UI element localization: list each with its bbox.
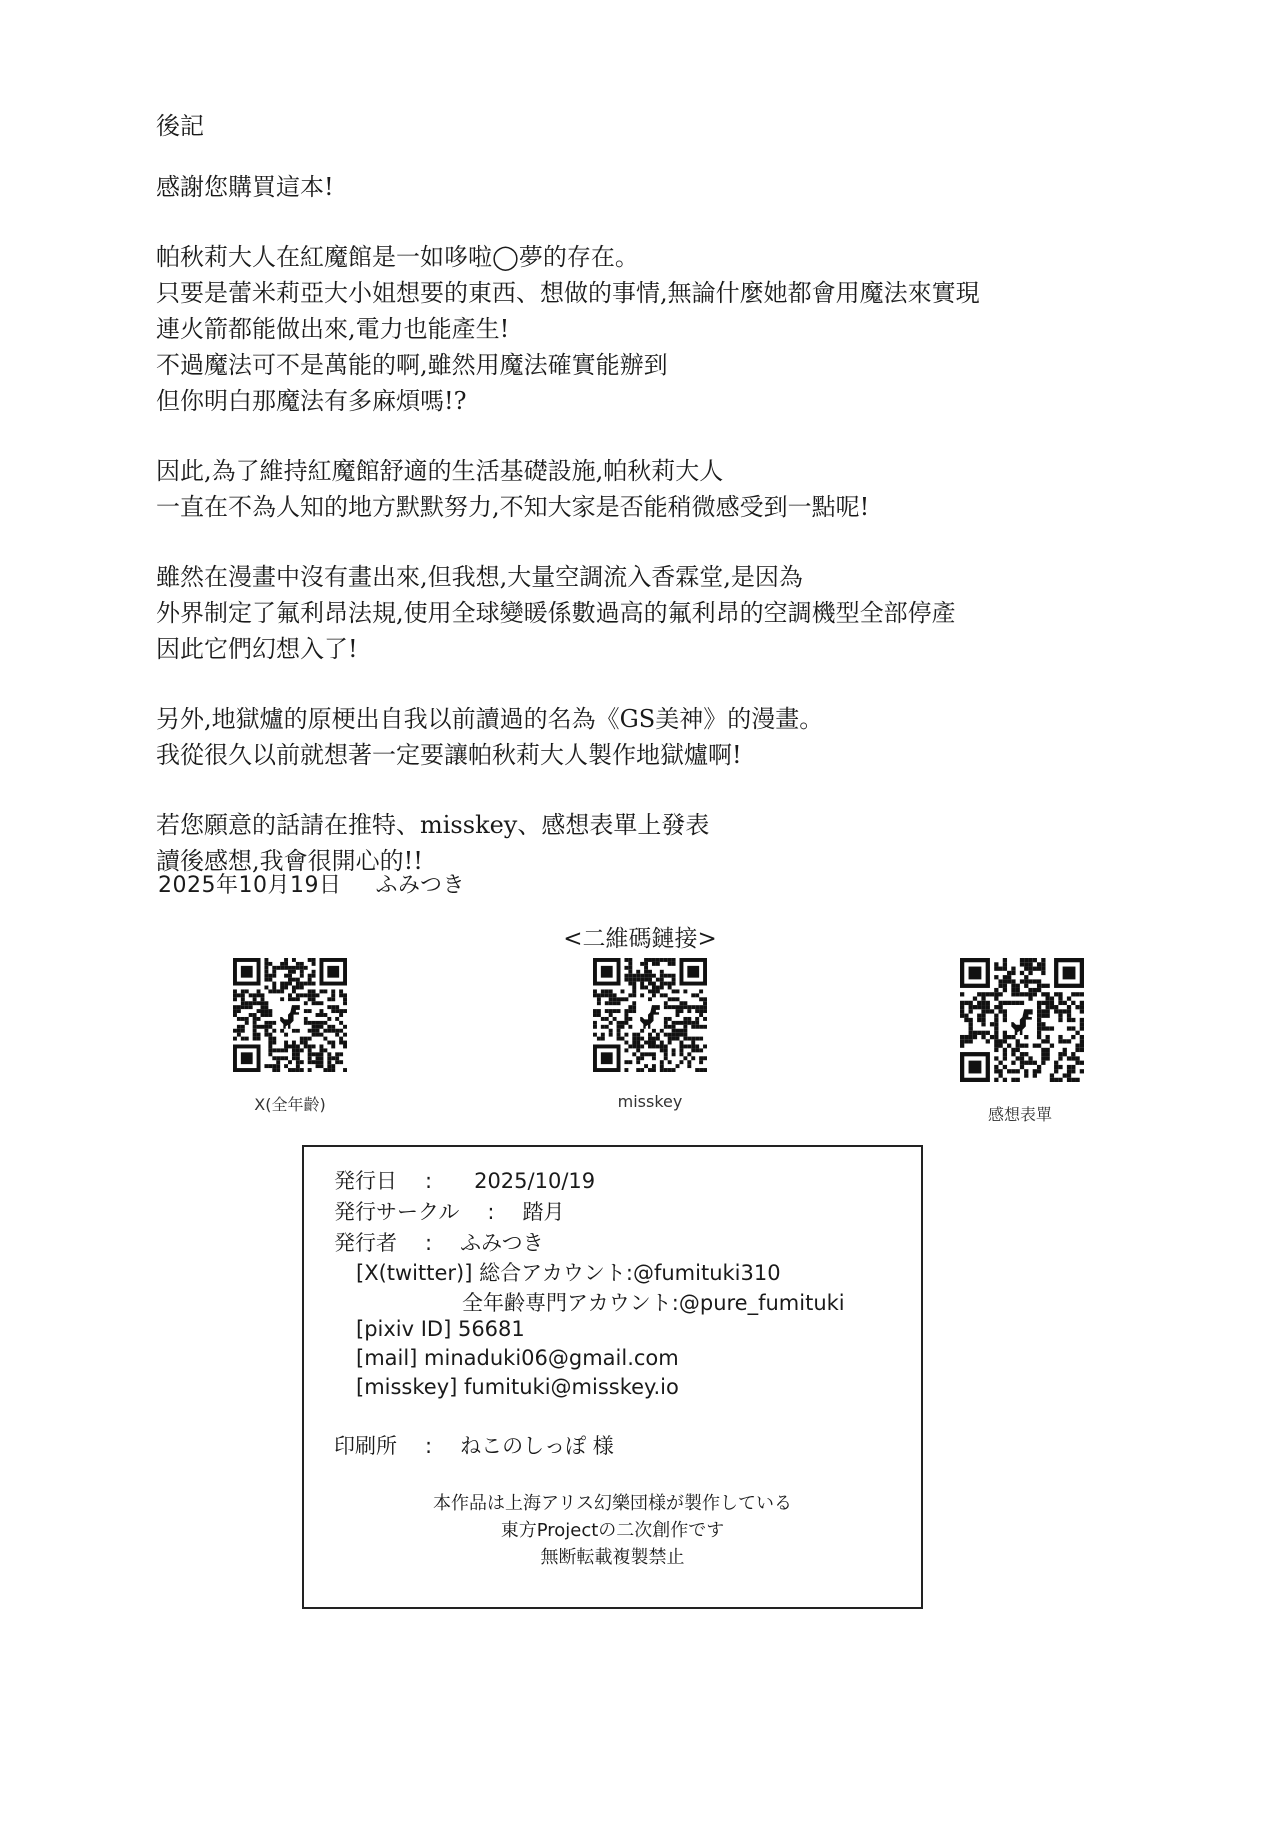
copyright-notice-line-2: 東方Projectの二次創作です (500, 1520, 725, 1541)
afterword-line: 一直在不為人知的地方默默努力,不知大家是否能稍微感受到一點呢! (156, 493, 870, 521)
afterword (156, 108, 1136, 913)
qr-code-image (233, 958, 347, 1072)
afterword-paragraph (156, 453, 1136, 525)
copyright-notice-line-3: 無断転載複製禁止 (540, 1547, 685, 1568)
afterword-line: 只要是蕾米莉亞大小姐想要的東西、想做的事情,無論什麼她都會用魔法來實現 (156, 279, 980, 307)
mail-line: [mail] minaduki06@gmail.com (356, 1346, 679, 1370)
issue-date-label: 発行日 (334, 1169, 397, 1193)
afterword-line: 雖然在漫畫中沒有畫出來,但我想,大量空調流入香霖堂,是因為 (156, 563, 803, 591)
afterword-line: 因此,為了維持紅魔館舒適的生活基礎設施,帕秋莉大人 (156, 457, 724, 485)
afterword-line: 不過魔法可不是萬能的啊,雖然用魔法確實能辦到 (156, 351, 668, 379)
qr-caption-misskey: misskey (617, 1092, 683, 1111)
afterword-line: 另外,地獄爐的原梗出自我以前讀過的名為《GS美神》的漫畫。 (156, 705, 824, 733)
afterword-paragraph (156, 701, 1136, 773)
afterword-line: 外界制定了氟利昂法規,使用全球變暖係數過高的氟利昂的空調機型全部停產 (156, 599, 956, 627)
afterword-title: 後記 (156, 112, 204, 140)
afterword-line: 因此它們幻想入了! (156, 635, 358, 663)
afterword-line: 讀後感想,我會很開心的!! (156, 847, 423, 875)
publisher-name: ふみつき (460, 1231, 544, 1255)
afterword-body (156, 169, 1136, 879)
issue-date: 2025/10/19 (474, 1169, 596, 1193)
twitter-allages-account-line: 全年齢専門アカウント:@pure_fumituki (462, 1291, 845, 1315)
qr-code-feedback-form[interactable] (960, 958, 1080, 1125)
afterword-line: 帕秋莉大人在紅魔館是一如哆啦◯夢的存在。 (156, 243, 639, 271)
issue-date-row (334, 1165, 595, 1195)
circle-name: 踏月 (522, 1200, 565, 1224)
afterword-line: 但你明白那魔法有多麻煩嗎!? (156, 387, 467, 415)
qr-code-image (593, 958, 707, 1072)
qr-section-heading: <二維碼鏈接> (563, 926, 717, 952)
afterword-paragraph (156, 239, 1136, 419)
circle-label: 発行サークル (334, 1200, 460, 1224)
printer-name: ねこのしっぽ 様 (460, 1434, 614, 1458)
printer-label: 印刷所 (334, 1434, 397, 1458)
printer-row (334, 1430, 614, 1460)
signature-author: ふみつき (375, 873, 466, 898)
signature-date: 2025年10月19日 (158, 873, 342, 898)
qr-code-image (960, 958, 1084, 1082)
afterword-line: 我從很久以前就想著一定要讓帕秋莉大人製作地獄爐啊! (156, 741, 742, 769)
afterword-paragraph (156, 169, 1136, 205)
copyright-notice-line-1: 本作品は上海アリス幻樂団様が製作している (433, 1493, 792, 1514)
afterword-line: 連火箭都能做出來,電力也能產生! (156, 315, 510, 343)
pixiv-id-line: [pixiv ID] 56681 (356, 1317, 525, 1341)
printer-separator: : (425, 1434, 433, 1458)
circle-row (334, 1196, 564, 1226)
circle-separator: : (487, 1200, 495, 1224)
misskey-line: [misskey] fumituki@misskey.io (356, 1375, 679, 1399)
signature (158, 868, 465, 899)
qr-code-x[interactable] (230, 958, 350, 1115)
qr-caption-feedback: 感想表單 (987, 1105, 1052, 1124)
afterword-line: 若您願意的話請在推特、misskey、感想表單上發表 (156, 811, 710, 839)
qr-code-misskey[interactable] (590, 958, 710, 1111)
qr-caption-x: X(全年齡) (254, 1095, 326, 1114)
publisher-label: 発行者 (334, 1231, 397, 1255)
afterword-line: 感謝您購買這本! (156, 173, 334, 201)
issue-date-separator: : (425, 1169, 433, 1193)
twitter-account-line: [X(twitter)] 総合アカウント:@fumituki310 (356, 1261, 781, 1285)
publisher-separator: : (425, 1231, 433, 1255)
colophon-box (302, 1145, 923, 1609)
publisher-row (334, 1227, 544, 1257)
afterword-paragraph (156, 559, 1136, 667)
